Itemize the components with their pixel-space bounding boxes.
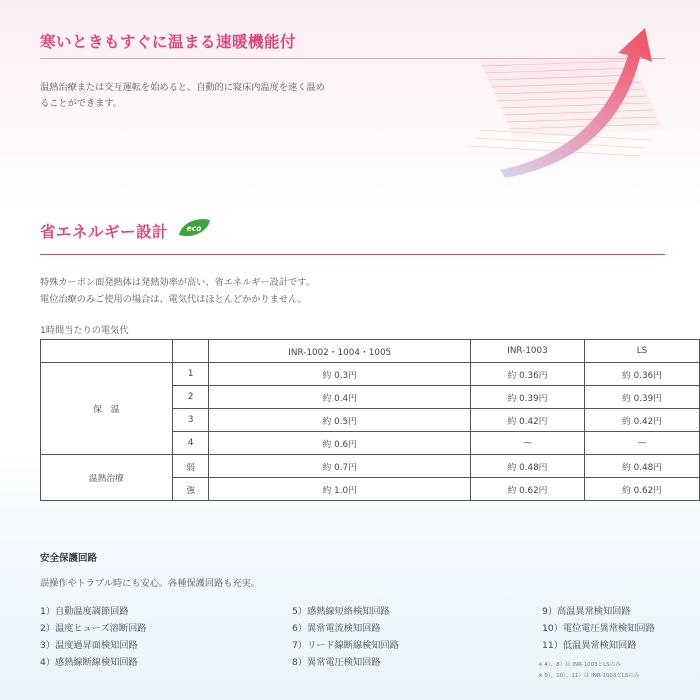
section2-title: 省エネルギー設計 bbox=[40, 223, 169, 241]
list-item: 5）感熱線短絡検知回路 bbox=[292, 606, 390, 617]
section2-body-line: 特殊カーボン面発熱体は発熱効率が高い、省エネルギー設計です。 bbox=[40, 277, 315, 288]
safety-heading: 安全保護回路 bbox=[40, 553, 98, 564]
value-cell: 約 1.0円 bbox=[209, 478, 471, 501]
level-cell: 1 bbox=[172, 363, 209, 386]
circuit-list-b bbox=[292, 603, 399, 671]
list-item: 1）自動温度調節回路 bbox=[40, 606, 129, 617]
section1-body bbox=[40, 80, 400, 112]
value-cell: 約 0.48円 bbox=[470, 455, 584, 478]
eco-badge-text: eco bbox=[186, 224, 202, 233]
list-item: 11）低温異常検知回路 bbox=[542, 640, 637, 651]
list-item: 4）感熱線断線検知回路 bbox=[40, 657, 138, 668]
group-label: 保 温 bbox=[41, 363, 173, 455]
column-header: INR-1003 bbox=[470, 340, 584, 363]
section2-body-line: 電位治療のみご使用の場合は、電気代はほとんどかかりません。 bbox=[40, 294, 307, 305]
list-item: 3）温度過昇面検知回路 bbox=[40, 640, 138, 651]
table-header-row bbox=[41, 340, 700, 363]
list-item: 10）電位電圧異常検知回路 bbox=[542, 623, 655, 634]
value-cell: 約 0.39円 bbox=[585, 386, 700, 409]
section2-body bbox=[40, 274, 600, 308]
circuit-list-a bbox=[40, 603, 146, 671]
level-cell: 弱 bbox=[172, 455, 209, 478]
value-cell: 約 0.6円 bbox=[209, 432, 471, 455]
section1-title: 寒いときもすぐに温まる速暖機能付 bbox=[40, 33, 297, 51]
value-cell: 約 0.42円 bbox=[585, 409, 700, 432]
table-header-empty bbox=[41, 340, 173, 363]
column-header: LS bbox=[585, 340, 700, 363]
value-cell: — bbox=[470, 432, 584, 455]
value-cell: 約 0.4円 bbox=[209, 386, 471, 409]
list-item: 8）異常電圧検知回路 bbox=[292, 657, 381, 668]
value-cell: 約 0.7円 bbox=[209, 455, 471, 478]
list-item: 2）温度ヒューズ溶断回路 bbox=[40, 623, 147, 634]
group-label: 温熱治療 bbox=[41, 455, 173, 501]
footnote: ※ 9）、10）、11）は INR-1003とLSのみ bbox=[538, 673, 640, 679]
level-cell: 2 bbox=[172, 386, 209, 409]
section1-body-line: 温熱治療または交互運転を始めると、自動的に寝床内温度を速く温め bbox=[40, 82, 325, 93]
value-cell: 約 0.36円 bbox=[585, 363, 700, 386]
column-header: INR-1002・1004・1005 bbox=[209, 340, 471, 363]
level-cell: 強 bbox=[172, 478, 209, 501]
value-cell: 約 0.39円 bbox=[470, 386, 584, 409]
value-cell: 約 0.3円 bbox=[209, 363, 471, 386]
table-header-empty bbox=[172, 340, 209, 363]
value-cell: 約 0.42円 bbox=[470, 409, 584, 432]
table-row bbox=[41, 363, 700, 386]
list-item: 7）リード線断線検知回路 bbox=[292, 640, 399, 651]
heating-arrow-illustration bbox=[460, 20, 670, 180]
table-caption: 1時間当たりの電気代 bbox=[40, 325, 129, 336]
table-row bbox=[41, 455, 700, 478]
eco-leaf-icon bbox=[176, 217, 212, 239]
value-cell: 約 0.62円 bbox=[470, 478, 584, 501]
level-cell: 4 bbox=[172, 432, 209, 455]
list-item: 6）異常電流検知回路 bbox=[292, 623, 381, 634]
section1-body-line: ることができます。 bbox=[40, 98, 122, 109]
value-cell: 約 0.62円 bbox=[585, 478, 700, 501]
circuit-list-c bbox=[542, 603, 655, 654]
value-cell: 約 0.48円 bbox=[585, 455, 700, 478]
level-cell: 3 bbox=[172, 409, 209, 432]
value-cell: 約 0.5円 bbox=[209, 409, 471, 432]
footnote: ※ 4）、8）は INR-1003とLSのみ bbox=[538, 662, 621, 668]
electricity-cost-table bbox=[40, 339, 700, 501]
value-cell: 約 0.36円 bbox=[470, 363, 584, 386]
section2-divider bbox=[40, 254, 665, 255]
value-cell: — bbox=[585, 432, 700, 455]
safety-description: 誤操作やトラブル時にも安心。各種保護回路も充実。 bbox=[40, 578, 260, 589]
list-item: 9）高温異常検知回路 bbox=[542, 606, 631, 617]
